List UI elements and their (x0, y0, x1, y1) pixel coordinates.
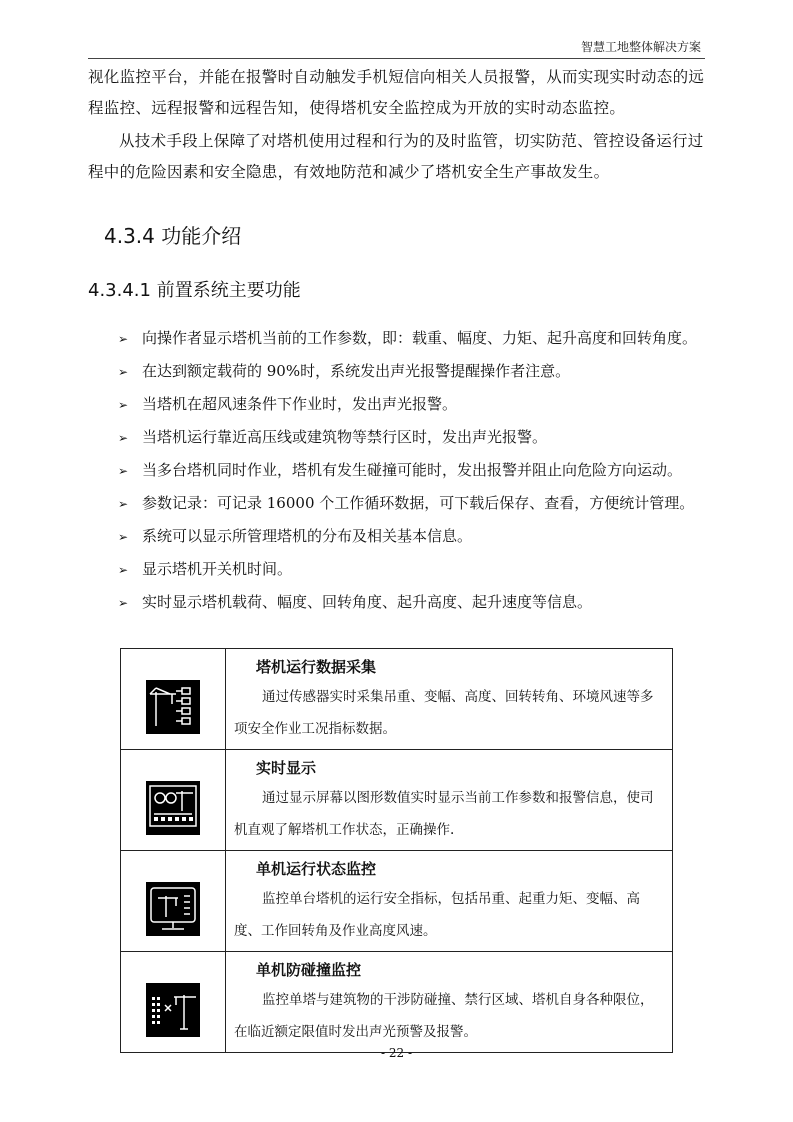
icon-cell (121, 851, 226, 952)
bullet-arrow-icon: ➢ (118, 431, 129, 445)
feature-text-cell (226, 851, 673, 952)
crane-monitor-icon (146, 882, 200, 936)
feature-text-cell (226, 649, 673, 750)
feature-text-cell (226, 750, 673, 851)
feature-title: 塔机运行数据采集 (256, 658, 377, 676)
feature-title: 实时显示 (256, 759, 317, 777)
subsection-heading: 4.3.4.1 前置系统主要功能 (88, 280, 301, 301)
feature-title: 单机运行状态监控 (256, 860, 377, 878)
list-item: ➢ 系统可以显示所管理塔机的分布及相关基本信息。 (88, 520, 713, 553)
header-divider (88, 58, 705, 59)
feature-description: 通过显示屏幕以图形数值实时显示当前工作参数和报警信息，使司机直观了解塔机工作状态，正确操作. (234, 790, 654, 838)
section-heading: 4.3.4 功能介绍 (104, 224, 242, 248)
feature-bullet-list (88, 322, 713, 619)
feature-table (120, 648, 673, 1053)
document-header-title: 智慧工地整体解决方案 (580, 40, 701, 54)
list-item: ➢ 显示塔机开关机时间。 (88, 553, 713, 586)
icon-cell (121, 952, 226, 1053)
bullet-arrow-icon: ➢ (118, 332, 129, 346)
paragraph: 视化监控平台，并能在报警时自动触发手机短信向相关人员报警，从而实现实时动态的远程监控、远程报警和远程告知，使得塔机安全监控成为开放的实时动态监控。 (88, 68, 705, 117)
table-row (121, 851, 673, 952)
feature-title: 单机防碰撞监控 (256, 961, 362, 979)
list-item: ➢ 当多台塔机同时作业，塔机有发生碰撞可能时，发出报警并阻止向危险方向运动。 (88, 454, 713, 487)
feature-description: 监控单塔与建筑物的干涉防碰撞、禁行区域、塔机自身各种限位，在临近额定限值时发出声光预警及报警。 (234, 992, 654, 1040)
table-row (121, 750, 673, 851)
list-item: ➢ 实时显示塔机载荷、幅度、回转角度、起升高度、起升速度等信息。 (88, 586, 713, 619)
bullet-arrow-icon: ➢ (118, 398, 129, 412)
table-row (121, 952, 673, 1053)
icon-cell (121, 649, 226, 750)
feature-description: 监控单台塔机的运行安全指标，包括吊重、起重力矩、变幅、高度、工作回转角及作业高度风速。 (234, 891, 640, 939)
list-item: ➢ 参数记录：可记录 16000 个工作循环数据，可下载后保存、查看，方便统计管理。 (88, 487, 713, 520)
crane-checklist-icon (146, 680, 200, 734)
list-item: ➢ 向操作者显示塔机当前的工作参数，即：载重、幅度、力矩、起升高度和回转角度。 (88, 322, 713, 355)
list-item: ➢ 在达到额定载荷的 90%时，系统发出声光报警提醒操作者注意。 (88, 355, 713, 388)
list-item: ➢ 当塔机运行靠近高压线或建筑物等禁行区时，发出声光报警。 (88, 421, 713, 454)
paragraph: 从技术手段上保障了对塔机使用过程和行为的及时监管，切实防范、管控设备运行过程中的危险因素和安全隐患，有效地防范和减少了塔机安全生产事故发生。 (88, 132, 704, 181)
icon-cell (121, 750, 226, 851)
bullet-arrow-icon: ➢ (118, 563, 129, 577)
bullet-arrow-icon: ➢ (118, 365, 129, 379)
feature-text-cell (226, 952, 673, 1053)
bullet-arrow-icon: ➢ (118, 464, 129, 478)
monitor-display-icon (146, 781, 200, 835)
anti-collision-icon (146, 983, 200, 1037)
bullet-arrow-icon: ➢ (118, 497, 129, 511)
bullet-arrow-icon: ➢ (118, 530, 129, 544)
list-item: ➢ 当塔机在超风速条件下作业时，发出声光报警。 (88, 388, 713, 421)
table-row (121, 649, 673, 750)
feature-description: 通过传感器实时采集吊重、变幅、高度、回转转角、环境风速等多项安全作业工况指标数据。 (234, 689, 654, 737)
page-number: - 22 - (380, 1046, 412, 1060)
bullet-arrow-icon: ➢ (118, 596, 129, 610)
